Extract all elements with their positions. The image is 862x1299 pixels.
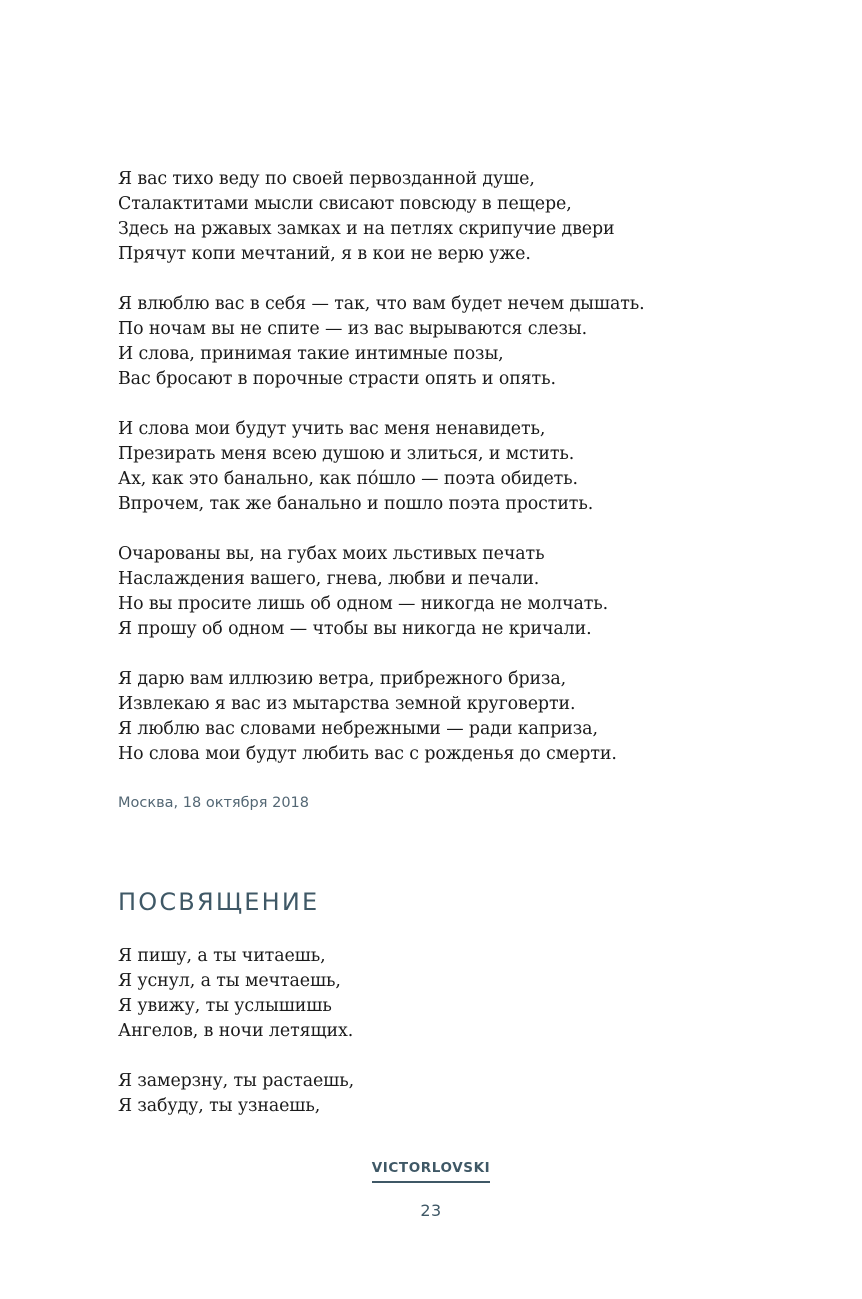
poem-line: Я люблю вас словами небрежными — ради каприза,	[118, 719, 598, 739]
poem-line: Я забуду, ты узнаешь,	[118, 1096, 321, 1116]
section-title: ПОСВЯЩЕНИЕ	[118, 888, 320, 916]
page-content	[118, 167, 758, 1116]
poem-line: Я влюблю вас в себя — так, что вам будет нечем дышать.	[118, 294, 645, 314]
poem-line: И слова мои будут учить вас меня ненавидеть,	[118, 419, 546, 439]
poem-line: И слова, принимая такие интимные позы,	[118, 344, 504, 364]
poem-line: Я замерзну, ты растаешь,	[118, 1071, 355, 1091]
poem-line: Я прошу об одном — чтобы вы никогда не кричали.	[118, 619, 592, 639]
page-footer	[0, 1157, 862, 1220]
stanza	[118, 542, 758, 642]
stanza	[118, 944, 758, 1044]
poem-line: Наслаждения вашего, гнева, любви и печали.	[118, 569, 540, 589]
poem-dateline: Москва, 18 октября 2018	[118, 795, 309, 811]
poem-line: Но слова мои будут любить вас с рожденья до смерти.	[118, 744, 617, 764]
poem-line: Извлекаю я вас из мытарства земной круговерти.	[118, 694, 576, 714]
poem-line: Прячут копи мечтаний, я в кои не верю уже.	[118, 244, 531, 264]
poem-line: Но вы просите лишь об одном — никогда не молчать.	[118, 594, 609, 614]
page-number: 23	[420, 1201, 442, 1220]
poem-2	[118, 944, 758, 1144]
stanza	[118, 292, 758, 392]
publisher-logo: VICTORLOVSKI	[372, 1159, 491, 1183]
stanza	[118, 417, 758, 517]
poem-line: Я уснул, а ты мечтаешь,	[118, 971, 341, 991]
poem-line: Я увижу, ты услышишь	[118, 996, 332, 1016]
poem-line: Я дарю вам иллюзию ветра, прибрежного бриза,	[118, 669, 567, 689]
poem-line: Я пишу, а ты читаешь,	[118, 946, 326, 966]
stanza	[118, 167, 758, 267]
poem-line: Впрочем, так же банально и пошло поэта простить.	[118, 494, 594, 514]
poem-line: Ангелов, в ночи летящих.	[118, 1021, 354, 1041]
poem-1	[118, 167, 758, 767]
poem-line: По ночам вы не спите — из вас вырываются слезы.	[118, 319, 588, 339]
poem-line: Я вас тихо веду по своей первозданной душе,	[118, 169, 535, 189]
poem-line: Очарованы вы, на губах моих льстивых печать	[118, 544, 545, 564]
poem-line: Ах, как это банально, как пóшло — поэта обидеть.	[118, 469, 578, 489]
stanza	[118, 1069, 758, 1119]
poem-line: Вас бросают в порочные страсти опять и опять.	[118, 369, 556, 389]
stanza	[118, 667, 758, 767]
poem-line: Здесь на ржавых замках и на петлях скрипучие двери	[118, 219, 615, 239]
poem-line: Презирать меня всею душою и злиться, и мстить.	[118, 444, 575, 464]
poem-line: Сталактитами мысли свисают повсюду в пещере,	[118, 194, 572, 214]
